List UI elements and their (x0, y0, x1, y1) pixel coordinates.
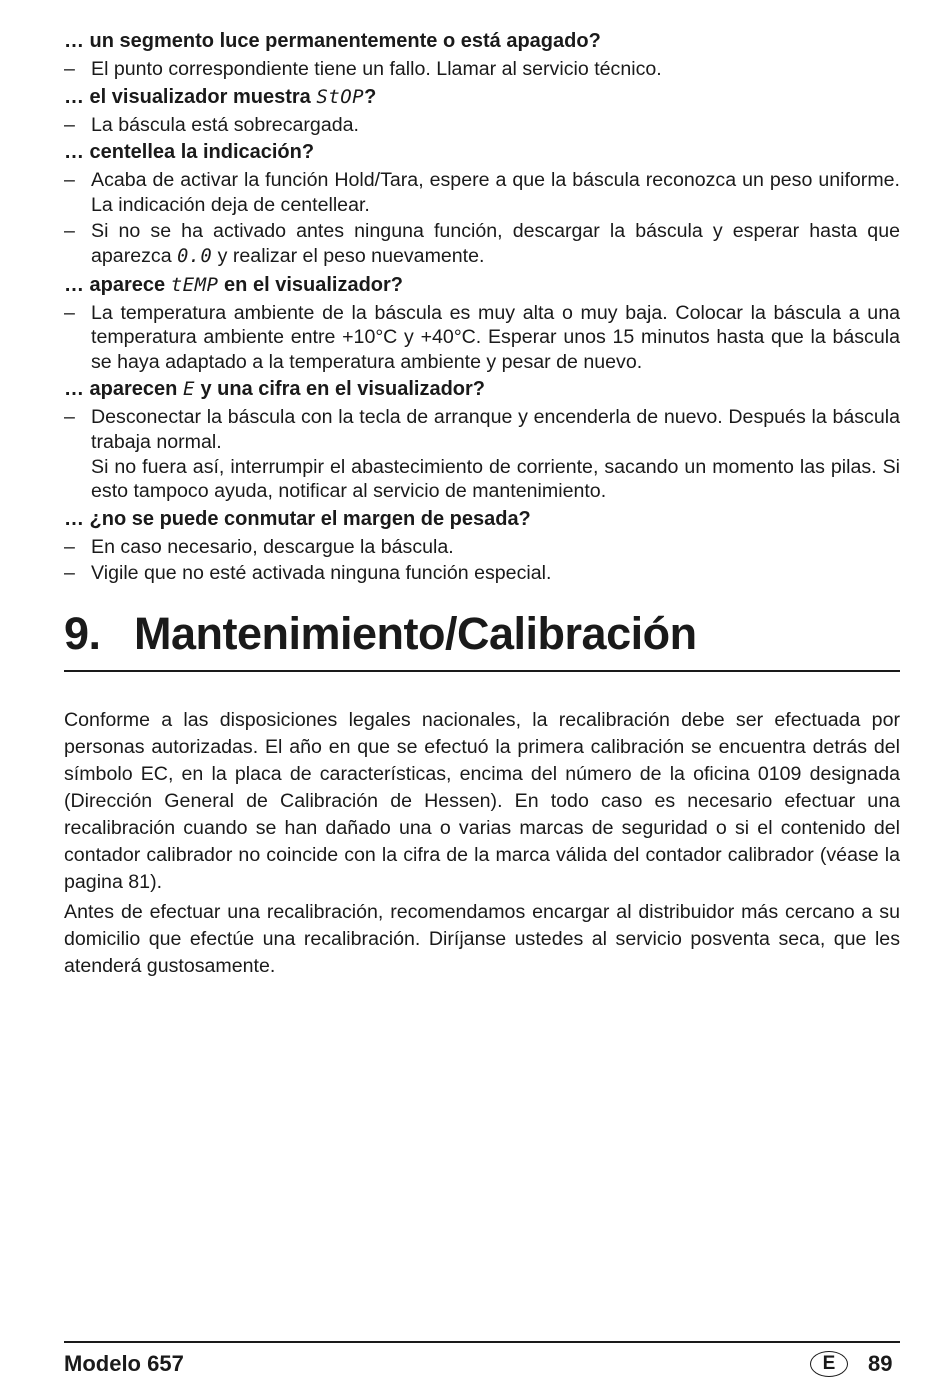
question-error (64, 376, 900, 403)
question-text: … aparece (64, 273, 171, 296)
answer-item (64, 219, 900, 269)
answer-text: El punto correspondiente tiene un fallo. Llamar al servicio técnico. (91, 58, 662, 80)
lcd-code-stop: StOP (316, 85, 365, 108)
dash: – (64, 113, 75, 136)
answer-text-part: y realizar el peso nuevamente. (212, 244, 485, 267)
footer-model: Modelo 657 (64, 1351, 184, 1376)
section-heading (64, 608, 900, 660)
question-segment: … un segmento luce permanentemente o está apagado? (64, 30, 601, 52)
section-body (64, 707, 900, 980)
answer-item (64, 301, 900, 375)
answer-text: Vigile que no esté activada ninguna función especial. (91, 562, 552, 585)
question-text-end: ? (364, 85, 377, 108)
question-range: … ¿no se puede conmutar el margen de pesada? (64, 507, 531, 530)
answer-item (64, 535, 900, 560)
lcd-code-zero: 0.0 (177, 245, 213, 267)
question-temp (64, 272, 900, 299)
answer-item (64, 57, 900, 82)
answer-text: Acaba de activar la función Hold/Tara, espere a que la báscula reconozca un peso uniforme. La indicación deja de centellear. (91, 169, 900, 216)
dash: – (64, 169, 75, 192)
language-badge: E (810, 1351, 848, 1377)
answer-text: Si no fuera así, interrumpir el abastecimiento de corriente, sacando un momento las pilas. Si esto tampoco ayuda, notificar al servicio de mantenimiento. (91, 455, 900, 503)
section-divider (64, 670, 900, 672)
dash: – (64, 562, 75, 585)
body-paragraph: Conforme a las disposiciones legales nacionales, la recalibración debe ser efectuada por personas autorizadas. El año en que se efectuó la primera calibración se encuentra detrás del símbolo EC, en la placa de características, encima del número de la oficina 0109 designada (Dirección General de Calibración de Hessen). En todo caso es necesario efectuar una recalibración cuando se han dañado una o varias marcas de seguridad o si el contenido del contador calibrador no coincide con la cifra de la marca válida del contador calibrador (véase la pagina 81). (64, 708, 900, 893)
answer-text: En caso necesario, descargue la báscula. (91, 535, 454, 558)
page-number: 89 (868, 1351, 893, 1376)
answer-item (64, 561, 900, 586)
answer-item (64, 113, 900, 138)
answer-text: La temperatura ambiente de la báscula es muy alta o muy baja. Colocar la báscula a una temperatura ambiente entre +10°C y +40°C. Esperar unos 15 minutos hasta que la báscula se haya adaptado a la temperatura ambiente y pesar de nuevo. (91, 301, 900, 373)
question-text: … el visualizador muestra (64, 85, 317, 108)
dash: – (64, 301, 75, 324)
footer-divider (64, 1341, 900, 1343)
dash: – (64, 58, 75, 80)
dash: – (64, 220, 75, 243)
answer-item (64, 405, 900, 503)
answer-text: Desconectar la báscula con la tecla de arranque y encenderla de nuevo. Después la báscula trabaja normal. (91, 406, 900, 453)
question-stop (64, 84, 900, 111)
dash: – (64, 406, 75, 429)
question-blinking: … centellea la indicación? (64, 141, 315, 164)
section-title: Mantenimiento/Calibración (134, 607, 697, 659)
lcd-code-temp: tEMP (170, 273, 219, 296)
body-paragraph: Antes de efectuar una recalibración, recomendamos encargar al distribuidor más cercano a su domicilio que efectúe una recalibración. Diríjanse ustedes al servicio posventa seca, que les atenderá gustosamente. (64, 900, 900, 977)
answer-text-part: Si no se ha activado antes ninguna función, descargar la báscula y esperar hasta que aparezca (91, 220, 900, 267)
question-text-end: y una cifra en el visualizador? (194, 378, 486, 401)
question-text: … aparecen (64, 378, 183, 401)
answer-text (91, 219, 900, 269)
section-number: 9. (64, 607, 101, 659)
dash: – (64, 535, 75, 558)
answer-text: La báscula está sobrecargada. (91, 113, 359, 136)
answer-item (64, 168, 900, 217)
question-text-end: en el visualizador? (218, 273, 404, 296)
page-content (64, 28, 900, 980)
lcd-code-error: E (182, 378, 195, 401)
